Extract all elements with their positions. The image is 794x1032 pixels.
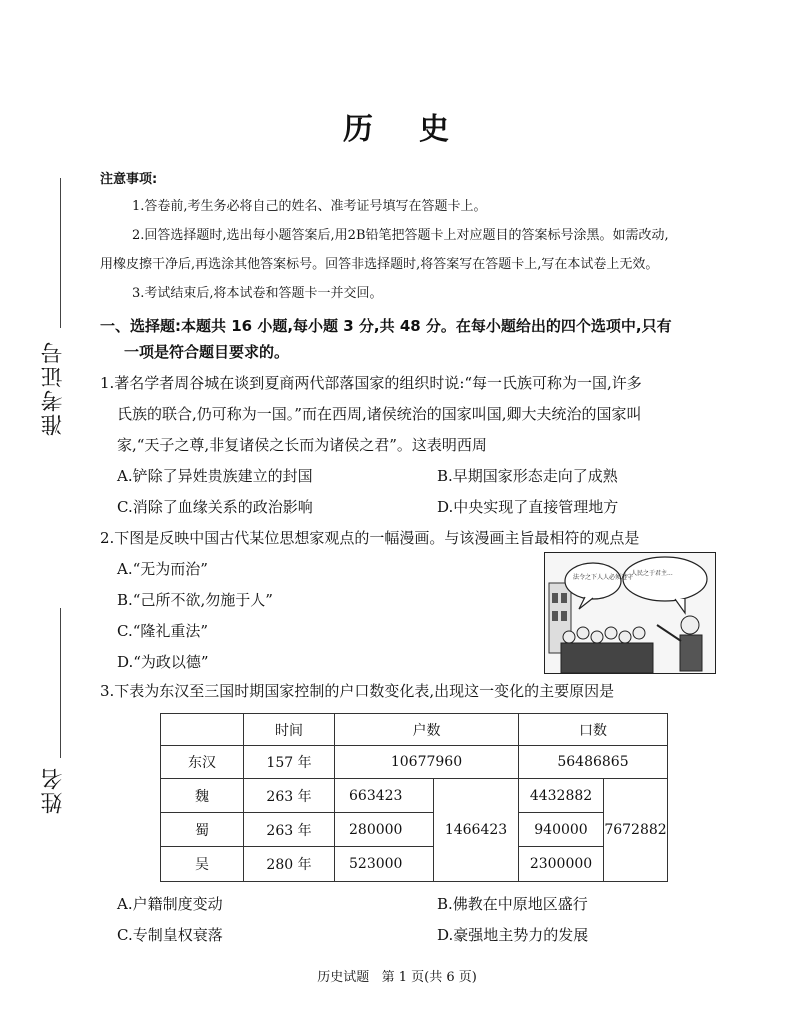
q1-option-a: A.铲除了异姓贵族建立的封国	[117, 467, 313, 485]
row-wei-hu: 663423	[335, 779, 434, 813]
table-corner	[161, 714, 244, 746]
q2-option-c: C.“隆礼重法”	[117, 622, 209, 640]
notice-item-2: 2.回答选择题时,选出每小题答案后,用2B铅笔把答题卡上对应题目的答案标号涂黑。如需改动,	[132, 228, 669, 243]
kou-total: 7672882	[604, 779, 668, 882]
row-wu-hu: 523000	[335, 847, 434, 882]
hu-total: 1466423	[434, 779, 519, 882]
comic-bubble-2: 人民之于君主...	[631, 570, 673, 577]
notice-heading: 注意事项:	[100, 172, 158, 187]
name-label: 姓名	[41, 766, 66, 814]
q1-stem-line-1: 1.著名学者周谷城在谈到夏商两代部落国家的组织时说:“每一氏族可称为一国,许多	[100, 374, 642, 392]
row-wei-kou: 4432882	[519, 779, 604, 813]
page-footer: 历史试题 第 1 页(共 6 页)	[317, 970, 477, 985]
q2-option-a: A.“无为而治”	[117, 560, 208, 578]
header-time: 时间	[244, 714, 335, 746]
q1-option-c: C.消除了血缘关系的政治影响	[117, 498, 313, 516]
row-wu-year: 280 年	[244, 847, 335, 882]
row-wu-name: 吴	[161, 847, 244, 882]
q3-stem: 3.下表为东汉至三国时期国家控制的户口数变化表,出现这一变化的主要原因是	[100, 682, 615, 700]
exam-number-label: 准考证号	[41, 340, 66, 436]
comic-drawing	[545, 553, 715, 673]
q1-option-b: B.早期国家形态走向了成熟	[437, 467, 618, 485]
section-heading-line-2: 一项是符合题目要求的。	[124, 343, 290, 361]
title-char-2: 史	[419, 112, 451, 147]
q1-stem-line-3: 家,“天子之尊,非复诸侯之长而为诸侯之君”。这表明西周	[117, 436, 487, 454]
row-wei-name: 魏	[161, 779, 244, 813]
header-population: 口数	[519, 714, 668, 746]
row-shu-hu: 280000	[335, 813, 434, 847]
notice-item-2-cont: 用橡皮擦干净后,再选涂其他答案标号。回答非选择题时,将答案写在答题卡上,写在本试卷上无效。	[100, 257, 659, 272]
q1-stem-line-2: 氏族的联合,仍可称为一国。”而在西周,诸侯统治的国家叫国,卿大夫统治的国家叫	[117, 405, 642, 423]
q2-option-b: B.“己所不欲,勿施于人”	[117, 591, 273, 609]
binding-line-top	[60, 178, 61, 328]
section-heading-line-1: 一、选择题:本题共 16 小题,每小题 3 分,共 48 分。在每小题给出的四个选项中,只有	[100, 317, 672, 335]
q2-option-d: D.“为政以德”	[117, 653, 209, 671]
notice-item-1: 1.答卷前,考生务必将自己的姓名、准考证号填写在答题卡上。	[132, 199, 487, 214]
header-households: 户数	[335, 714, 519, 746]
section-heading	[100, 313, 720, 365]
title-char-1: 历	[343, 112, 375, 147]
row-donghan-kou: 56486865	[519, 746, 668, 779]
binding-line-mid	[60, 608, 61, 758]
q3-option-c: C.专制皇权衰落	[117, 926, 223, 944]
q3-option-d: D.豪强地主势力的发展	[437, 926, 589, 944]
row-shu-kou: 940000	[519, 813, 604, 847]
notice-item-3: 3.考试结束后,将本试卷和答题卡一并交回。	[132, 286, 383, 301]
row-donghan-year: 157 年	[244, 746, 335, 779]
q1-option-d: D.中央实现了直接管理地方	[437, 498, 619, 516]
q3-option-b: B.佛教在中原地区盛行	[437, 895, 588, 913]
comic-bubble-1: 法令之下人人必须遵守	[573, 574, 634, 581]
q2-stem: 2.下图是反映中国古代某位思想家观点的一幅漫画。与该漫画主旨最相符的观点是	[100, 529, 640, 547]
row-shu-name: 蜀	[161, 813, 244, 847]
q3-option-a: A.户籍制度变动	[117, 895, 223, 913]
population-table	[160, 713, 668, 882]
row-wu-kou: 2300000	[519, 847, 604, 882]
row-donghan-hu: 10677960	[335, 746, 519, 779]
page-title	[0, 104, 794, 148]
row-shu-year: 263 年	[244, 813, 335, 847]
row-wei-year: 263 年	[244, 779, 335, 813]
row-donghan-name: 东汉	[161, 746, 244, 779]
comic-illustration	[544, 552, 716, 674]
